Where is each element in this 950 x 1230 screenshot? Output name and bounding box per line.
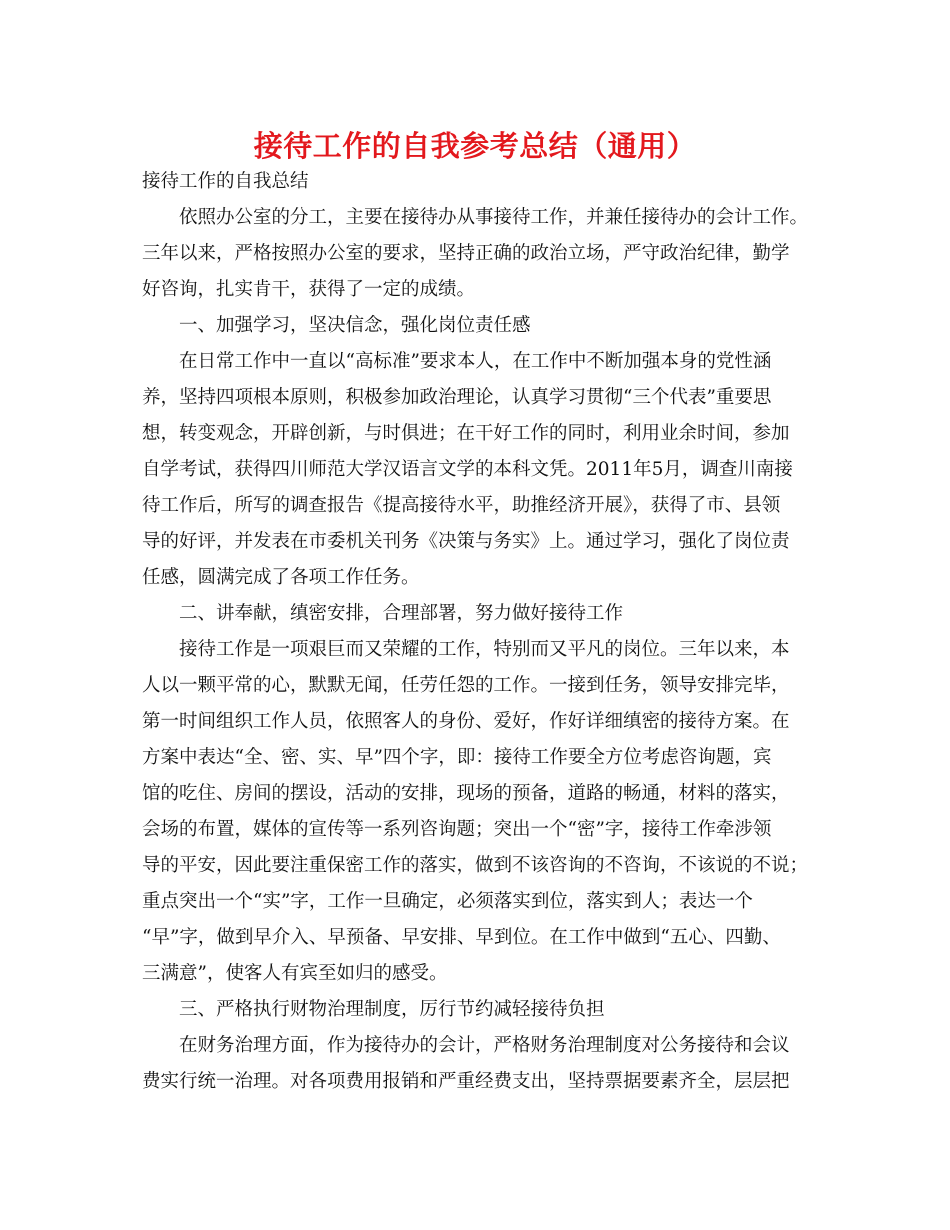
body-paragraph bbox=[142, 632, 810, 992]
text-line: 在日常工作中一直以“高标准”要求本人，在工作中不断加强本身的党性涵 bbox=[179, 351, 772, 372]
text-line: 任感，圆满完成了各项工作任务。 bbox=[142, 567, 420, 588]
document-body bbox=[142, 166, 810, 1100]
document-subtitle: 接待工作的自我总结 bbox=[142, 171, 309, 192]
section-heading bbox=[142, 308, 810, 344]
body-paragraph bbox=[142, 344, 810, 596]
text-line: 会场的布置，媒体的宣传等一系列咨询题；突出一个“密”字，接待工作牵涉领 bbox=[142, 819, 772, 840]
body-paragraph bbox=[142, 1028, 810, 1100]
text-line: “早”字，做到早介入、早预备、早安排、早到位。在工作中做到“五心、四勤、 bbox=[142, 927, 781, 948]
text-line: 人以一颗平常的心，默默无闻，任劳任怨的工作。一接到任务，领导安排完毕， bbox=[142, 675, 790, 696]
text-line: 第一时间组织工作人员，依照客人的身份、爱好，作好详细缜密的接待方案。在 bbox=[142, 711, 790, 732]
body-paragraph bbox=[142, 200, 810, 308]
section-heading bbox=[142, 992, 810, 1028]
text-line: 重点突出一个“实”字，工作一旦确定，必须落实到位，落实到人；表达一个 bbox=[142, 891, 753, 912]
text-line: 自学考试，获得四川师范大学汉语言文学的本科文凭。2011年5月，调查川南接 bbox=[142, 459, 793, 480]
text-line: 在财务治理方面，作为接待办的会计，严格财务治理制度对公务接待和会议 bbox=[179, 1035, 790, 1056]
document-title: 接待工作的自我参考总结（通用） bbox=[253, 129, 697, 163]
text-line: 馆的吃住、房间的摆设，活动的安排，现场的预备，道路的畅通，材料的落实， bbox=[142, 783, 790, 804]
text-line: 方案中表达“全、密、实、早”四个字，即：接待工作要全方位考虑咨询题，宾 bbox=[142, 747, 772, 768]
section-heading bbox=[142, 596, 810, 632]
text-line: 导的好评，并发表在市委机关刊务《决策与务实》上。通过学习，强化了岗位责 bbox=[142, 531, 790, 552]
text-line: 好咨询，扎实肯干，获得了一定的成绩。 bbox=[142, 279, 476, 300]
text-line: 想，转变观念，开辟创新，与时俱进；在干好工作的同时，利用业余时间，参加 bbox=[142, 423, 790, 444]
text-line: 导的平安，因此要注重保密工作的落实，做到不该咨询的不咨询，不该说的不说； bbox=[142, 855, 809, 876]
paragraph-list bbox=[142, 200, 810, 1100]
text-line: 三年以来，严格按照办公室的要求，坚持正确的政治立场，严守政治纪律，勤学 bbox=[142, 243, 790, 264]
text-line: 三满意”，使客人有宾至如归的感受。 bbox=[142, 963, 448, 984]
text-line: 养，坚持四项根本原则，积极参加政治理论，认真学习贯彻“三个代表”重要思 bbox=[142, 387, 772, 408]
text-line: 依照办公室的分工，主要在接待办从事接待工作，并兼任接待办的会计工作。 bbox=[179, 207, 809, 228]
text-line: 一、加强学习，坚决信念，强化岗位责任感 bbox=[179, 315, 531, 336]
text-line: 接待工作是一项艰巨而又荣耀的工作，特别而又平凡的岗位。三年以来，本 bbox=[179, 639, 790, 660]
text-line: 三、严格执行财物治理制度，厉行节约减轻接待负担 bbox=[179, 999, 605, 1020]
text-line: 费实行统一治理。对各项费用报销和严重经费支出，坚持票据要素齐全，层层把 bbox=[142, 1071, 790, 1092]
text-line: 二、讲奉献，缜密安排，合理部署，努力做好接待工作 bbox=[179, 603, 624, 624]
text-line: 待工作后，所写的调查报告《提高接待水平，助推经济开展》，获得了市、县领 bbox=[142, 495, 781, 516]
